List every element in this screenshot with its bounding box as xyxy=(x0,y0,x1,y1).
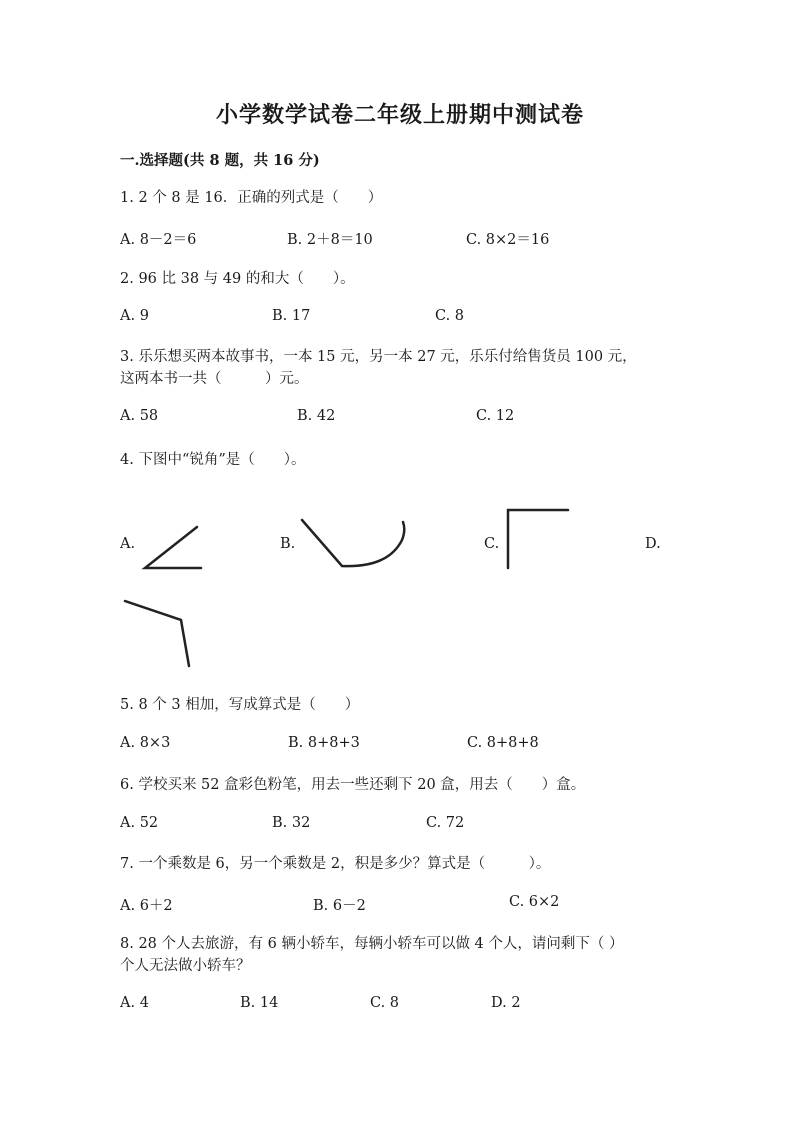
q1-option-c[interactable]: C. 8×2＝16 xyxy=(466,232,550,248)
q8-option-a[interactable]: A. 4 xyxy=(120,995,149,1011)
q7-option-c[interactable]: C. 6×2 xyxy=(509,894,560,910)
q6-option-a[interactable]: A. 52 xyxy=(120,815,159,831)
q3-option-b[interactable]: B. 42 xyxy=(297,408,336,424)
q8-option-b[interactable]: B. 14 xyxy=(240,995,279,1011)
q2-option-c[interactable]: C. 8 xyxy=(435,308,465,324)
q1-option-a[interactable]: A. 8－2＝6 xyxy=(120,232,197,248)
question-3-stem-line-2: 这两本书一共（ ）元。 xyxy=(120,371,309,387)
question-6-stem: 6. 学校买来 52 盒彩色粉笔，用去一些还剩下 20 盒，用去（ ）盒。 xyxy=(120,777,586,793)
q8-option-c[interactable]: C. 8 xyxy=(370,995,400,1011)
angle-b-figure[interactable] xyxy=(302,520,404,566)
question-2-stem: 2. 96 比 38 与 49 的和大（ ）。 xyxy=(120,271,355,287)
q7-option-b[interactable]: B. 6－2 xyxy=(313,898,366,914)
q5-option-b[interactable]: B. 8+8+3 xyxy=(288,735,360,751)
angle-d-figure[interactable] xyxy=(125,601,189,666)
q4-option-c[interactable]: C. xyxy=(484,536,500,552)
q2-option-b[interactable]: B. 17 xyxy=(272,308,311,324)
q6-option-c[interactable]: C. 72 xyxy=(426,815,465,831)
q3-option-c[interactable]: C. 12 xyxy=(476,408,515,424)
q4-option-b[interactable]: B. xyxy=(280,536,296,552)
q6-option-b[interactable]: B. 32 xyxy=(272,815,311,831)
question-5-stem: 5. 8 个 3 相加，写成算式是（ ） xyxy=(120,697,360,713)
q5-option-a[interactable]: A. 8×3 xyxy=(120,735,171,751)
q1-option-b[interactable]: B. 2＋8＝10 xyxy=(287,232,373,248)
q4-option-a[interactable]: A. xyxy=(120,536,136,552)
q2-option-a[interactable]: A. 9 xyxy=(120,308,149,324)
q7-option-a[interactable]: A. 6＋2 xyxy=(120,898,173,914)
question-4-stem: 4. 下图中“锐角”是（ ）。 xyxy=(120,452,306,468)
page-title: 小学数学试卷二年级上册期中测试卷 xyxy=(215,102,584,128)
q8-option-d[interactable]: D. 2 xyxy=(491,995,521,1011)
q5-option-c[interactable]: C. 8+8+8 xyxy=(467,735,539,751)
q4-option-d[interactable]: D. xyxy=(645,536,661,552)
q3-option-a[interactable]: A. 58 xyxy=(120,408,159,424)
question-8-stem-line-2: 个人无法做小轿车？ xyxy=(120,958,251,974)
section-heading: 一.选择题(共 8 题，共 16 分) xyxy=(120,152,320,169)
question-7-stem: 7. 一个乘数是 6，另一个乘数是 2，积是多少？算式是（ ）。 xyxy=(120,856,551,872)
question-8-stem-line-1: 8. 28 个人去旅游，有 6 辆小轿车，每辆小轿车可以做 4 个人，请问剩下（ ） xyxy=(120,936,624,952)
angle-c-figure[interactable] xyxy=(508,510,568,568)
angle-a-figure[interactable] xyxy=(145,527,201,568)
question-1-stem: 1. 2 个 8 是 16．正确的列式是（ ） xyxy=(120,190,383,206)
question-3-stem-line-1: 3. 乐乐想买两本故事书，一本 15 元，另一本 27 元，乐乐付给售货员 100 元， xyxy=(120,349,637,365)
